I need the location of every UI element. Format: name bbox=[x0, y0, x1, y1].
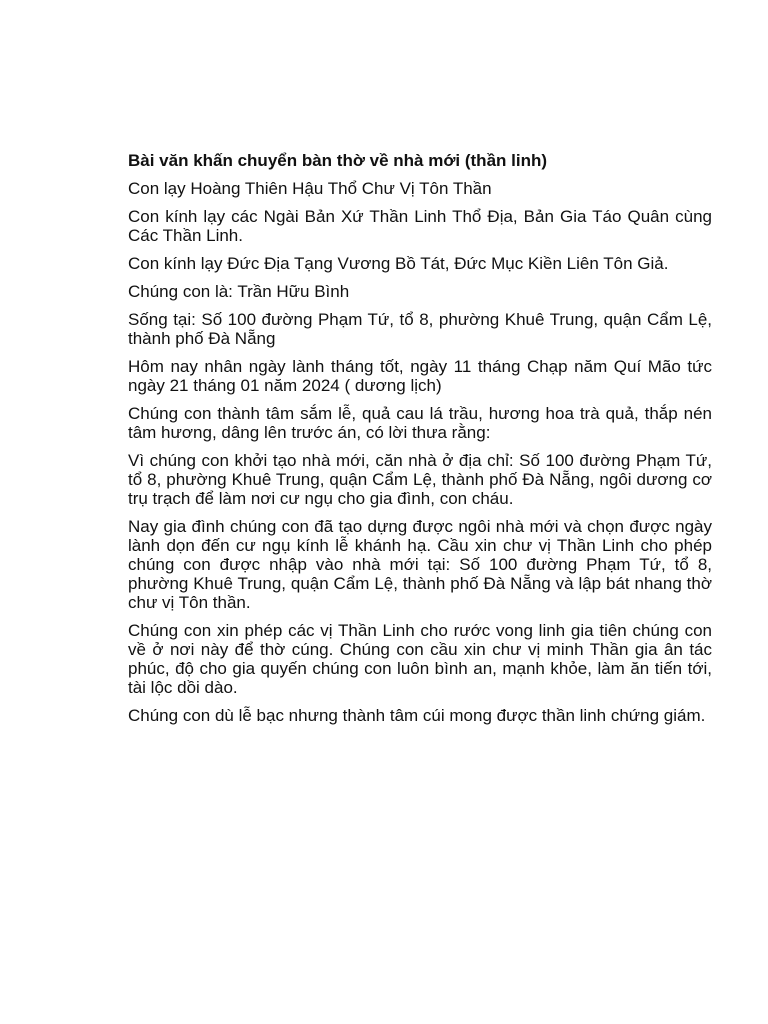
document-title: Bài văn khấn chuyển bàn thờ về nhà mới (thần linh) bbox=[128, 151, 548, 170]
paragraph-closing: Chúng con dù lễ bạc nhưng thành tâm cúi mong được thần linh chứng giám. bbox=[128, 706, 706, 725]
paragraph-ancestors: Chúng con xin phép các vị Thần Linh cho rước vong linh gia tiên chúng con về ở nơi này để thờ cúng. Chúng con cầu xin chư vị minh Thần gia ân tác phúc, độ cho gia quyến chúng con luôn bình an, mạnh khỏe, làm ăn tiến tới, tài lộc dồi dào. bbox=[128, 621, 712, 697]
paragraph-new-house: Vì chúng con khởi tạo nhà mới, căn nhà ở địa chỉ: Số 100 đường Phạm Tứ, tổ 8, phường Khuê Trung, quận Cẩm Lệ, thành phố Đà Nẵng, ngôi dương cơ trụ trạch để làm nơi cư ngụ cho gia đình, con cháu. bbox=[128, 451, 712, 508]
paragraph-bodhisattva: Con kính lạy Đức Địa Tạng Vương Bồ Tát, Đức Mục Kiền Liên Tôn Giả. bbox=[128, 254, 669, 273]
paragraph-invocation: Con lạy Hoàng Thiên Hậu Thổ Chư Vị Tôn Thần bbox=[128, 179, 492, 198]
paragraph-request: Nay gia đình chúng con đã tạo dựng được ngôi nhà mới và chọn được ngày lành dọn đến cư ngụ kính lễ khánh hạ. Cầu xin chư vị Thần Linh cho phép chúng con được nhập vào nhà mới tại: Số 100 đường Phạm Tứ, tổ 8, phường Khuê Trung, quận Cẩm Lệ, thành phố Đà Nẵng và lập bát nhang thờ chư vị Tôn thần. bbox=[128, 517, 712, 612]
paragraph-offerings: Chúng con thành tâm sắm lễ, quả cau lá trầu, hương hoa trà quả, thắp nén tâm hương, dâng lên trước án, có lời thưa rằng: bbox=[128, 404, 712, 442]
paragraph-name: Chúng con là: Trần Hữu Bình bbox=[128, 282, 350, 301]
paragraph-address: Sống tại: Số 100 đường Phạm Tứ, tổ 8, phường Khuê Trung, quận Cẩm Lệ, thành phố Đà Nẵng bbox=[128, 310, 712, 348]
paragraph-local-deities: Con kính lạy các Ngài Bản Xứ Thần Linh Thổ Địa, Bản Gia Táo Quân cùng Các Thần Linh. bbox=[128, 207, 712, 245]
paragraph-date: Hôm nay nhân ngày lành tháng tốt, ngày 11 tháng Chạp năm Quí Mão tức ngày 21 tháng 01 năm 2024 ( dương lịch) bbox=[128, 357, 712, 395]
document-page bbox=[128, 151, 712, 734]
